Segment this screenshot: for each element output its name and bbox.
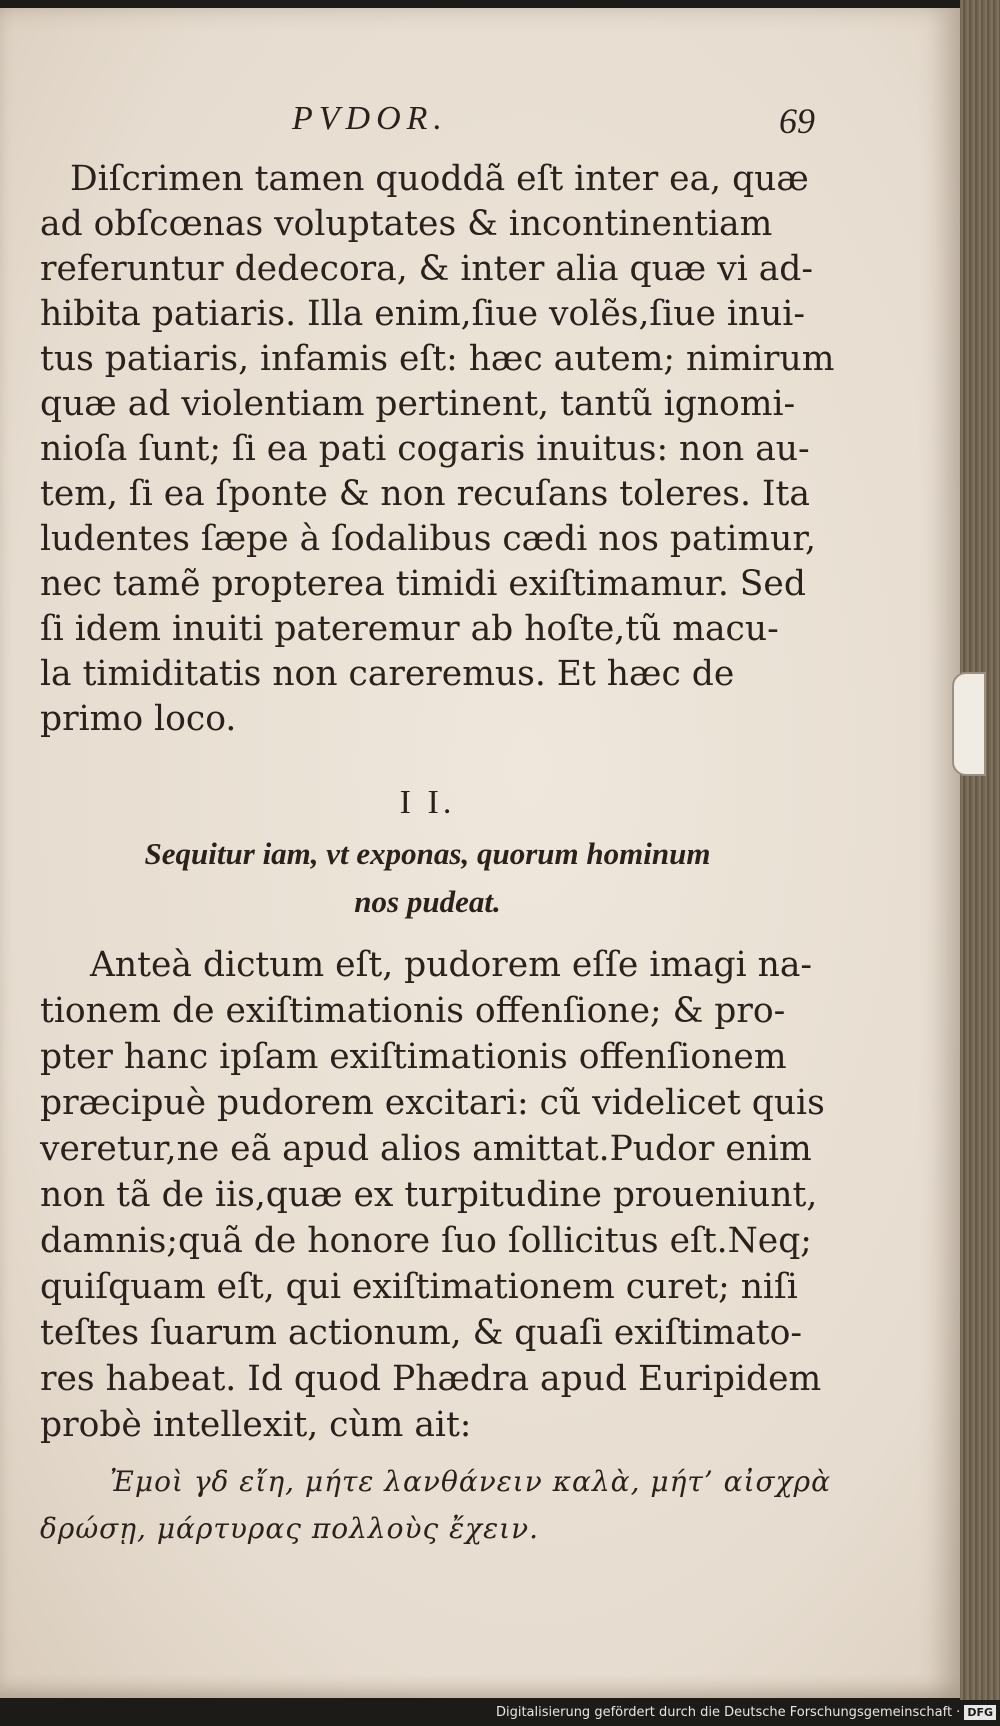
digitization-credit bbox=[496, 1702, 996, 1722]
text-line: præcipuè pudorem excitari: cũ videlicet quis bbox=[40, 1083, 825, 1123]
text-line: hibita patiaris. Illa enim,ſiue volẽs,ſiue inui- bbox=[40, 294, 805, 334]
text-line: Anteà dictum eſt, pudorem eſſe imagi na- bbox=[90, 945, 813, 985]
text-line: nec tamẽ propterea timidi exiſtimamur. Sed bbox=[40, 564, 806, 604]
text-line: ad obſcœnas voluptates & incontinentiam bbox=[40, 204, 773, 244]
text-line: la timiditatis non careremus. Et hæc de bbox=[40, 654, 735, 694]
text-line: tus patiaris, infamis eſt: hæc autem; nimirum bbox=[40, 339, 835, 379]
text-line: ludentes ſæpe à ſodalibus cædi nos patimur, bbox=[40, 519, 817, 559]
section-number: I I. bbox=[399, 784, 456, 821]
text-line: tem, ſi ea ſponte & non recuſans toleres. Ita bbox=[40, 474, 810, 514]
greek-line: δρώσῃ, μάρτυρας πολλοὺς ἔχειν. bbox=[40, 1512, 539, 1545]
text-line: primo loco. bbox=[40, 699, 237, 739]
section-heading: Sequitur iam, vt exponas, quorum hominum bbox=[144, 836, 711, 871]
text-line: tionem de exiſtimationis offenſione; & pro- bbox=[40, 991, 786, 1031]
page-number: 69 bbox=[779, 101, 815, 141]
page-edge bbox=[960, 0, 1000, 1700]
text-line: non tã de iis,quæ ex turpitudine proueniunt, bbox=[40, 1175, 818, 1215]
running-head bbox=[40, 100, 815, 150]
text-line: res habeat. Id quod Phædra apud Euripidem bbox=[40, 1359, 822, 1399]
text-line: pter hanc ipſam exiſtimationis offenſionem bbox=[40, 1037, 787, 1077]
page-tab-marker bbox=[952, 672, 986, 776]
section-heading: nos pudeat. bbox=[354, 884, 501, 919]
text-line: damnis;quã de honore ſuo ſollicitus eſt.Neq; bbox=[40, 1221, 812, 1261]
text-line: quæ ad violentiam pertinent, tantũ ignomi- bbox=[40, 384, 796, 424]
text-line: referuntur dedecora, & inter alia quæ vi ad- bbox=[40, 249, 813, 289]
text-line: nioſa ſunt; ſi ea pati cogaris inuitus: non au- bbox=[40, 429, 810, 469]
running-title: PVDOR. bbox=[292, 100, 448, 137]
credit-text: Digitalisierung gefördert durch die Deutsche Forschungsgemeinschaft · bbox=[495, 1704, 961, 1720]
greek-line: Ἐμοὶ γδ εἴη, μήτε λανθάνειν καλὰ, μήτ’ αἰσχρὰ bbox=[110, 1465, 831, 1498]
text-line: Diſcrimen tamen quoddã eſt inter ea, quæ bbox=[70, 159, 809, 199]
text-line: quiſquam eſt, qui exiſtimationem curet; niſi bbox=[40, 1267, 798, 1307]
text-line: ſi idem inuiti pateremur ab hoſte,tũ macu- bbox=[40, 609, 779, 649]
text-line: veretur,ne eã apud alios amittat.Pudor enim bbox=[40, 1129, 812, 1169]
text-line: teſtes ſuarum actionum, & quaſi exiſtimato- bbox=[40, 1313, 803, 1353]
text-line: probè intellexit, cùm ait: bbox=[40, 1405, 472, 1445]
dfg-logo: DFG bbox=[964, 1705, 996, 1720]
